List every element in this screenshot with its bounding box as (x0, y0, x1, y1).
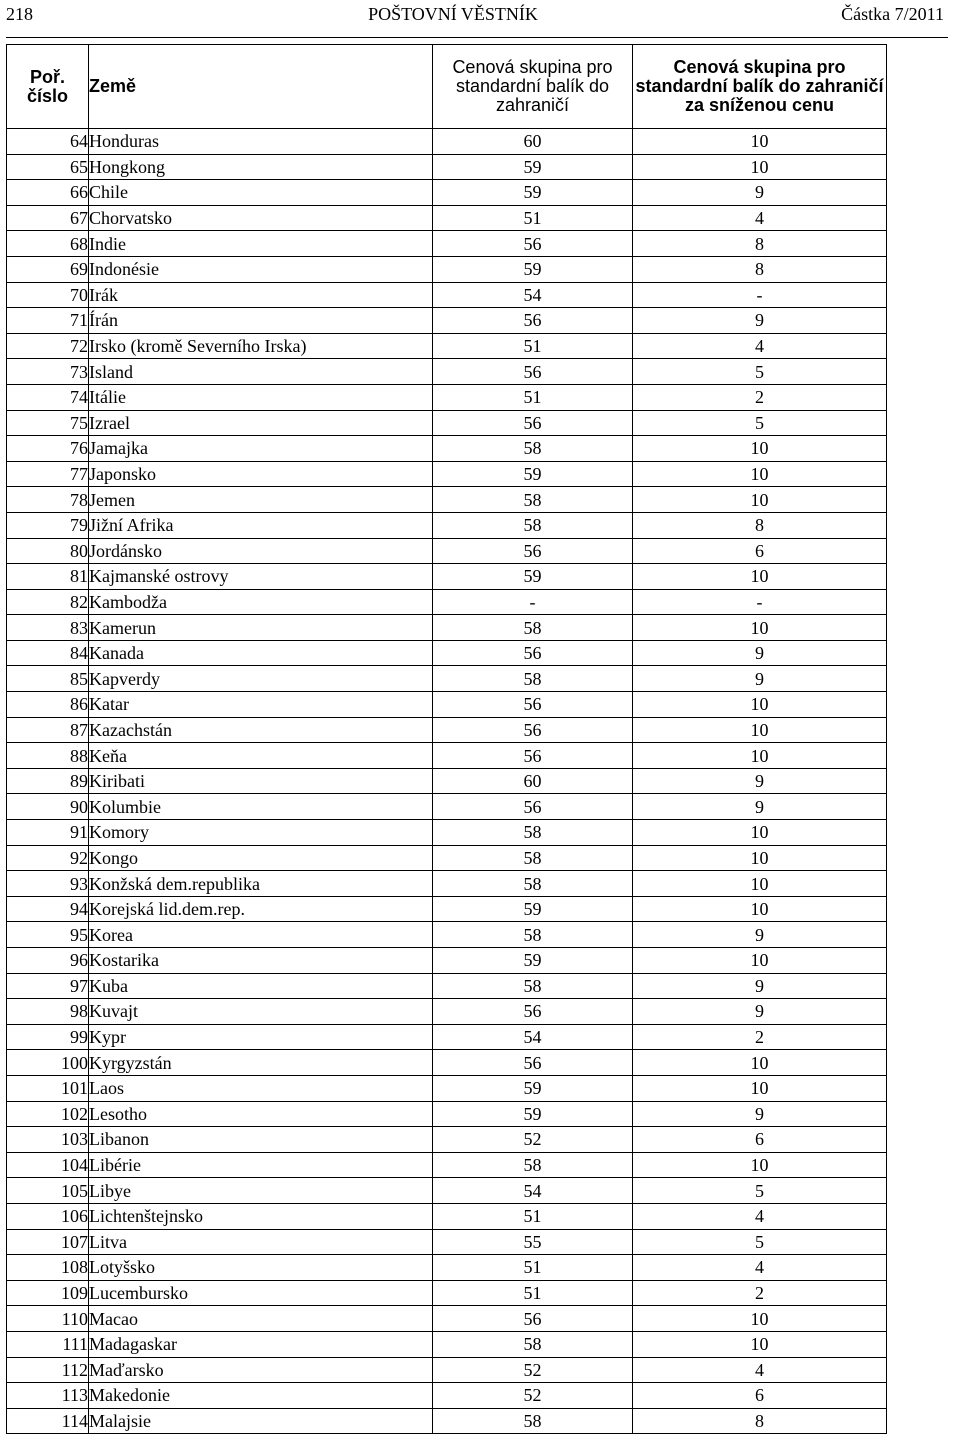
table-row (7, 1203, 887, 1229)
row-reduced-group: 10 (633, 487, 887, 513)
table-row (7, 461, 887, 487)
row-standard-group: 56 (433, 640, 633, 666)
table-row (7, 333, 887, 359)
row-reduced-group: 10 (633, 1050, 887, 1076)
row-reduced-group: 4 (633, 1203, 887, 1229)
row-country: Macao (89, 1306, 433, 1332)
row-reduced-group: 6 (633, 1383, 887, 1409)
journal-title: POŠTOVNÍ VĚSTNÍK (368, 4, 538, 24)
row-reduced-group: 9 (633, 999, 887, 1025)
table-row (7, 282, 887, 308)
row-country: Jižní Afrika (89, 512, 433, 538)
table-row (7, 743, 887, 769)
row-country: Chile (89, 180, 433, 206)
row-reduced-group: 2 (633, 1024, 887, 1050)
row-country: Irsko (kromě Severního Irska) (89, 333, 433, 359)
row-country: Kazachstán (89, 717, 433, 743)
table-row (7, 999, 887, 1025)
row-standard-group: 58 (433, 1408, 633, 1434)
row-reduced-group: 9 (633, 1101, 887, 1127)
row-standard-group: 58 (433, 922, 633, 948)
row-country: Korejská lid.dem.rep. (89, 896, 433, 922)
row-country: Island (89, 359, 433, 385)
row-standard-group: 56 (433, 1050, 633, 1076)
row-number: 72 (7, 333, 89, 359)
row-standard-group: 58 (433, 1152, 633, 1178)
row-number: 94 (7, 896, 89, 922)
row-country: Japonsko (89, 461, 433, 487)
row-standard-group: 55 (433, 1229, 633, 1255)
row-reduced-group: 10 (633, 871, 887, 897)
table-row (7, 256, 887, 282)
row-reduced-group: 8 (633, 512, 887, 538)
table-row (7, 129, 887, 155)
table-row (7, 1331, 887, 1357)
row-country: Kostarika (89, 948, 433, 974)
row-country: Komory (89, 820, 433, 846)
table-row (7, 359, 887, 385)
table-row (7, 717, 887, 743)
row-country: Lotyšsko (89, 1255, 433, 1281)
row-reduced-group: 10 (633, 692, 887, 718)
row-reduced-group: 5 (633, 1178, 887, 1204)
table-row (7, 308, 887, 334)
row-country: Jemen (89, 487, 433, 513)
column-header-number: Poř. číslo (7, 45, 89, 129)
table-row (7, 1280, 887, 1306)
row-standard-group: 51 (433, 205, 633, 231)
row-reduced-group: 10 (633, 1152, 887, 1178)
row-number: 79 (7, 512, 89, 538)
row-standard-group: - (433, 589, 633, 615)
row-country: Korea (89, 922, 433, 948)
row-number: 64 (7, 129, 89, 155)
row-reduced-group: 8 (633, 256, 887, 282)
row-standard-group: 59 (433, 154, 633, 180)
row-number: 109 (7, 1280, 89, 1306)
table-row (7, 180, 887, 206)
row-standard-group: 56 (433, 717, 633, 743)
table-row (7, 948, 887, 974)
row-number: 110 (7, 1306, 89, 1332)
page-number: 218 (6, 4, 33, 24)
row-country: Itálie (89, 384, 433, 410)
row-standard-group: 60 (433, 768, 633, 794)
row-standard-group: 58 (433, 436, 633, 462)
row-reduced-group: 9 (633, 180, 887, 206)
table-row (7, 768, 887, 794)
row-reduced-group: 4 (633, 333, 887, 359)
row-reduced-group: 10 (633, 436, 887, 462)
row-number: 76 (7, 436, 89, 462)
row-country: Lesotho (89, 1101, 433, 1127)
row-standard-group: 59 (433, 896, 633, 922)
row-country: Kyrgyzstán (89, 1050, 433, 1076)
column-header-country: Země (89, 45, 433, 129)
row-reduced-group: 6 (633, 538, 887, 564)
table-row (7, 154, 887, 180)
table-row (7, 1050, 887, 1076)
row-country: Indie (89, 231, 433, 257)
row-number: 66 (7, 180, 89, 206)
row-standard-group: 59 (433, 1075, 633, 1101)
row-reduced-group: 9 (633, 308, 887, 334)
row-country: Laos (89, 1075, 433, 1101)
row-country: Libye (89, 1178, 433, 1204)
column-header-standard-group: Cenová skupina pro standardní balík do zahraničí (433, 45, 633, 129)
table-row (7, 205, 887, 231)
row-standard-group: 58 (433, 1331, 633, 1357)
table-row (7, 1408, 887, 1434)
row-reduced-group: 4 (633, 1255, 887, 1281)
table-row (7, 666, 887, 692)
row-standard-group: 56 (433, 308, 633, 334)
row-number: 73 (7, 359, 89, 385)
row-reduced-group: 10 (633, 1306, 887, 1332)
row-number: 91 (7, 820, 89, 846)
row-country: Malajsie (89, 1408, 433, 1434)
row-number: 75 (7, 410, 89, 436)
issue-label: Částka 7/2011 (841, 4, 944, 24)
row-standard-group: 52 (433, 1357, 633, 1383)
row-standard-group: 58 (433, 615, 633, 641)
row-country: Kuba (89, 973, 433, 999)
table-row (7, 1075, 887, 1101)
row-number: 84 (7, 640, 89, 666)
row-standard-group: 59 (433, 948, 633, 974)
row-standard-group: 60 (433, 129, 633, 155)
row-reduced-group: 8 (633, 231, 887, 257)
row-reduced-group: 10 (633, 717, 887, 743)
row-country: Irák (89, 282, 433, 308)
row-standard-group: 56 (433, 231, 633, 257)
row-country: Indonésie (89, 256, 433, 282)
row-standard-group: 59 (433, 461, 633, 487)
row-reduced-group: 10 (633, 845, 887, 871)
row-country: Honduras (89, 129, 433, 155)
row-country: Libanon (89, 1127, 433, 1153)
row-number: 100 (7, 1050, 89, 1076)
row-standard-group: 58 (433, 487, 633, 513)
row-reduced-group: 10 (633, 1331, 887, 1357)
table-row (7, 1152, 887, 1178)
row-country: Írán (89, 308, 433, 334)
row-number: 90 (7, 794, 89, 820)
table-row (7, 384, 887, 410)
row-reduced-group: 10 (633, 615, 887, 641)
table-row (7, 615, 887, 641)
row-country: Kapverdy (89, 666, 433, 692)
row-number: 77 (7, 461, 89, 487)
row-standard-group: 51 (433, 333, 633, 359)
row-number: 99 (7, 1024, 89, 1050)
row-number: 74 (7, 384, 89, 410)
row-country: Kolumbie (89, 794, 433, 820)
row-number: 92 (7, 845, 89, 871)
row-country: Hongkong (89, 154, 433, 180)
row-reduced-group: 10 (633, 743, 887, 769)
table-row (7, 794, 887, 820)
row-country: Libérie (89, 1152, 433, 1178)
row-reduced-group: 5 (633, 410, 887, 436)
table-row (7, 922, 887, 948)
table-row (7, 820, 887, 846)
row-standard-group: 58 (433, 820, 633, 846)
table-row (7, 1101, 887, 1127)
row-number: 112 (7, 1357, 89, 1383)
row-reduced-group: 10 (633, 154, 887, 180)
row-standard-group: 58 (433, 973, 633, 999)
row-number: 98 (7, 999, 89, 1025)
table-row (7, 1255, 887, 1281)
row-standard-group: 59 (433, 564, 633, 590)
row-standard-group: 56 (433, 538, 633, 564)
row-country: Kypr (89, 1024, 433, 1050)
row-standard-group: 56 (433, 794, 633, 820)
row-number: 105 (7, 1178, 89, 1204)
row-number: 69 (7, 256, 89, 282)
row-country: Lichtenštejnsko (89, 1203, 433, 1229)
row-number: 88 (7, 743, 89, 769)
row-standard-group: 58 (433, 845, 633, 871)
row-reduced-group: 10 (633, 820, 887, 846)
row-standard-group: 54 (433, 1024, 633, 1050)
row-standard-group: 52 (433, 1383, 633, 1409)
row-standard-group: 56 (433, 999, 633, 1025)
row-number: 78 (7, 487, 89, 513)
row-country: Litva (89, 1229, 433, 1255)
table-header-row (7, 45, 887, 129)
row-reduced-group: 10 (633, 129, 887, 155)
row-country: Kamerun (89, 615, 433, 641)
row-number: 93 (7, 871, 89, 897)
row-reduced-group: 5 (633, 1229, 887, 1255)
column-header-reduced-group: Cenová skupina pro standardní balík do zahraničí za sníženou cenu (633, 45, 887, 129)
row-standard-group: 58 (433, 871, 633, 897)
table-row (7, 845, 887, 871)
row-country: Makedonie (89, 1383, 433, 1409)
row-number: 104 (7, 1152, 89, 1178)
row-country: Kongo (89, 845, 433, 871)
row-country: Kanada (89, 640, 433, 666)
table-row (7, 1306, 887, 1332)
row-standard-group: 56 (433, 1306, 633, 1332)
row-country: Lucembursko (89, 1280, 433, 1306)
row-reduced-group: 9 (633, 640, 887, 666)
row-standard-group: 51 (433, 384, 633, 410)
row-number: 97 (7, 973, 89, 999)
row-standard-group: 54 (433, 282, 633, 308)
row-country: Chorvatsko (89, 205, 433, 231)
row-reduced-group: 4 (633, 1357, 887, 1383)
table-row (7, 512, 887, 538)
row-number: 86 (7, 692, 89, 718)
row-reduced-group: 10 (633, 948, 887, 974)
row-reduced-group: 6 (633, 1127, 887, 1153)
table-row (7, 436, 887, 462)
row-reduced-group: 5 (633, 359, 887, 385)
row-number: 95 (7, 922, 89, 948)
row-reduced-group: 10 (633, 461, 887, 487)
row-reduced-group: 8 (633, 1408, 887, 1434)
row-standard-group: 59 (433, 256, 633, 282)
row-reduced-group: - (633, 282, 887, 308)
row-standard-group: 58 (433, 512, 633, 538)
row-standard-group: 59 (433, 1101, 633, 1127)
price-group-table (6, 44, 887, 1434)
table-row (7, 487, 887, 513)
row-country: Kuvajt (89, 999, 433, 1025)
table-row (7, 896, 887, 922)
table-row (7, 973, 887, 999)
row-country: Kiribati (89, 768, 433, 794)
page-header (0, 0, 960, 30)
row-number: 106 (7, 1203, 89, 1229)
row-number: 101 (7, 1075, 89, 1101)
row-number: 107 (7, 1229, 89, 1255)
row-reduced-group: - (633, 589, 887, 615)
header-divider (6, 37, 948, 38)
row-standard-group: 52 (433, 1127, 633, 1153)
table-row (7, 589, 887, 615)
row-standard-group: 59 (433, 180, 633, 206)
row-number: 81 (7, 564, 89, 590)
row-country: Jordánsko (89, 538, 433, 564)
row-country: Maďarsko (89, 1357, 433, 1383)
table-row (7, 538, 887, 564)
row-reduced-group: 10 (633, 564, 887, 590)
row-reduced-group: 9 (633, 922, 887, 948)
row-country: Keňa (89, 743, 433, 769)
row-number: 67 (7, 205, 89, 231)
row-country: Izrael (89, 410, 433, 436)
row-number: 65 (7, 154, 89, 180)
row-standard-group: 51 (433, 1255, 633, 1281)
row-number: 96 (7, 948, 89, 974)
table-row (7, 640, 887, 666)
row-reduced-group: 2 (633, 384, 887, 410)
row-number: 113 (7, 1383, 89, 1409)
row-country: Kambodža (89, 589, 433, 615)
row-number: 85 (7, 666, 89, 692)
table-row (7, 692, 887, 718)
row-number: 108 (7, 1255, 89, 1281)
row-reduced-group: 9 (633, 973, 887, 999)
row-standard-group: 56 (433, 359, 633, 385)
table-row (7, 1178, 887, 1204)
row-standard-group: 51 (433, 1280, 633, 1306)
row-number: 68 (7, 231, 89, 257)
row-number: 102 (7, 1101, 89, 1127)
table-row (7, 1357, 887, 1383)
row-reduced-group: 10 (633, 896, 887, 922)
table-row (7, 871, 887, 897)
row-country: Jamajka (89, 436, 433, 462)
row-number: 80 (7, 538, 89, 564)
row-reduced-group: 9 (633, 768, 887, 794)
table-row (7, 1024, 887, 1050)
table-row (7, 564, 887, 590)
table-row (7, 410, 887, 436)
row-standard-group: 56 (433, 410, 633, 436)
row-country: Katar (89, 692, 433, 718)
row-standard-group: 56 (433, 692, 633, 718)
table-row (7, 231, 887, 257)
row-number: 83 (7, 615, 89, 641)
row-reduced-group: 9 (633, 666, 887, 692)
row-number: 114 (7, 1408, 89, 1434)
row-standard-group: 54 (433, 1178, 633, 1204)
row-number: 71 (7, 308, 89, 334)
row-standard-group: 51 (433, 1203, 633, 1229)
row-number: 70 (7, 282, 89, 308)
table-row (7, 1383, 887, 1409)
row-country: Kajmanské ostrovy (89, 564, 433, 590)
row-reduced-group: 9 (633, 794, 887, 820)
row-number: 103 (7, 1127, 89, 1153)
table-row (7, 1127, 887, 1153)
row-reduced-group: 10 (633, 1075, 887, 1101)
row-country: Konžská dem.republika (89, 871, 433, 897)
row-number: 111 (7, 1331, 89, 1357)
row-standard-group: 58 (433, 666, 633, 692)
row-standard-group: 56 (433, 743, 633, 769)
row-number: 87 (7, 717, 89, 743)
row-country: Madagaskar (89, 1331, 433, 1357)
table-row (7, 1229, 887, 1255)
row-number: 82 (7, 589, 89, 615)
row-number: 89 (7, 768, 89, 794)
row-reduced-group: 4 (633, 205, 887, 231)
row-reduced-group: 2 (633, 1280, 887, 1306)
